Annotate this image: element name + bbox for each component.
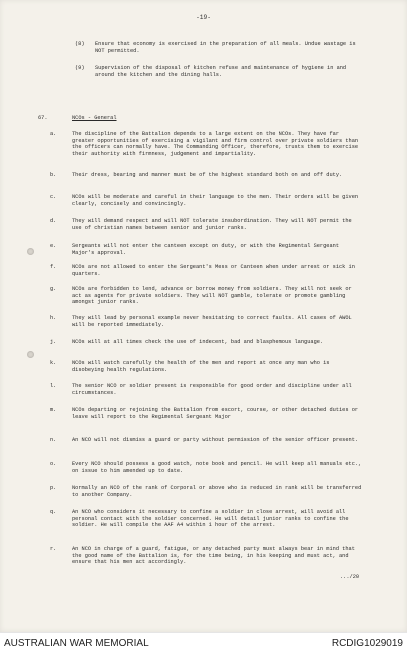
list-item	[50, 437, 362, 444]
item-text: They will lead by personal example never hesitating to correct faults. All cases of AWOL will be reported immediately.	[72, 315, 352, 328]
list-item	[50, 509, 362, 529]
list-item	[50, 218, 362, 231]
archive-id: RCDIG1029019	[331, 638, 403, 649]
section-title: NCOs - General	[72, 115, 117, 121]
item-letter: d.	[50, 218, 57, 224]
item-letter: f.	[50, 264, 57, 270]
item-text: NCOs will at all times check the use of indecent, bad and blasphemous language.	[72, 339, 324, 345]
list-item	[50, 243, 362, 256]
item-letter: j.	[50, 339, 57, 345]
archive-name: AUSTRALIAN WAR MEMORIAL	[4, 638, 149, 649]
item-letter: o.	[50, 461, 57, 467]
continuation-marker: .../20	[340, 574, 360, 580]
item-letter: g.	[50, 286, 57, 292]
item-text: An NCO who considers it necessary to confine a soldier in close arrest, will avoid all personal contact with the soldier concerned. He will detail junior ranks to confine the soldier. He will compile the AAF A4 within 1 hour of the arrest.	[72, 509, 349, 529]
list-item	[50, 407, 362, 420]
list-item	[50, 286, 362, 306]
item-text: NCOs will be moderate and careful in their language to the men. Their orders will be given clearly, concisely and convincingly.	[72, 194, 359, 207]
list-item	[50, 172, 362, 179]
page-number: -19-	[196, 14, 211, 21]
item-number: (8)	[75, 41, 85, 47]
list-item	[50, 131, 362, 158]
item-text: Sergeants will not enter the canteen except on duty, or with the Regimental Sergeant Major's approval.	[72, 243, 340, 256]
item-letter: e.	[50, 243, 57, 249]
punch-hole	[27, 351, 34, 358]
item-letter: p.	[50, 485, 57, 491]
list-item	[75, 65, 365, 78]
item-text: Supervision of the disposal of kitchen refuse and maintenance of hygiene in and around the kitchen and the dining halls.	[95, 65, 347, 78]
item-text: Every NCO should possess a good watch, note book and pencil. He will keep all manuals etc., on issue to him amended up to date.	[72, 461, 362, 474]
item-text: NCOs are forbidden to lend, advance or borrow money from soldiers. They will not seek or act as agents for private soldiers. They will NOT gamble, tolerate or promote gambling amongst junior ranks.	[72, 286, 352, 306]
item-letter: m.	[50, 407, 57, 413]
item-text: Their dress, bearing and manner must be of the highest standard both on and off duty.	[72, 172, 343, 178]
punch-hole	[27, 248, 34, 255]
item-text: The senior NCO or soldier present is responsible for good order and discipline under all circumstances.	[72, 383, 352, 396]
item-letter: r.	[50, 546, 57, 552]
item-letter: k.	[50, 360, 57, 366]
item-text: An NCO in charge of a guard, fatigue, or any detached party must always bear in mind that the good name of the Battalion is, for the time being, in his keeping and must act, and ensure that his men act accordingly.	[72, 546, 355, 566]
list-item	[50, 461, 362, 474]
item-letter: h.	[50, 315, 57, 321]
item-text: NCOs departing or rejoining the Battalion from escort, course, or other detached duties or leave will report to the Regimental Sergeant Major	[72, 407, 359, 420]
list-item	[50, 546, 362, 566]
item-letter: c.	[50, 194, 57, 200]
item-text: They will demand respect and will NOT tolerate insubordination. They will NOT permit the use of christian names between senior and junior ranks.	[72, 218, 352, 231]
item-letter: b.	[50, 172, 57, 178]
list-item	[50, 360, 362, 373]
archive-footer	[0, 632, 407, 655]
list-item	[50, 194, 362, 207]
list-item	[50, 264, 362, 277]
list-item	[75, 41, 365, 54]
list-item	[50, 485, 362, 498]
item-letter: a.	[50, 131, 57, 137]
item-text: NCOs are not allowed to enter the Sergeant's Mess or Canteen when under arrest or sick in quarters.	[72, 264, 355, 277]
item-letter: q.	[50, 509, 57, 515]
item-text: Ensure that economy is exercised in the preparation of all meals. Undue wastage is NOT permitted.	[95, 41, 356, 54]
list-item	[50, 315, 362, 328]
item-letter: n.	[50, 437, 57, 443]
item-text: Normally an NCO of the rank of Corporal or above who is reduced in rank will be transferred to another Company.	[72, 485, 362, 498]
list-item	[50, 339, 362, 346]
section-number: 67.	[38, 115, 48, 121]
item-text: An NCO will not dismiss a guard or party without permission of the senior officer present.	[72, 437, 359, 443]
item-number: (9)	[75, 65, 85, 71]
item-text: NCOs will watch carefully the health of the men and report at once any man who is disobeying health regulations.	[72, 360, 330, 373]
item-text: The discipline of the Battalion depends to a large extent on the NCOs. They have far greater opportunities of exercising a vigilant and firm control over private soldiers than the officers can normally have. The Commanding Officer, therefore, trusts them to exercise their authority with firmness, judgement and impartiality.	[72, 131, 359, 158]
item-letter: l.	[50, 383, 57, 389]
list-item	[50, 383, 362, 396]
